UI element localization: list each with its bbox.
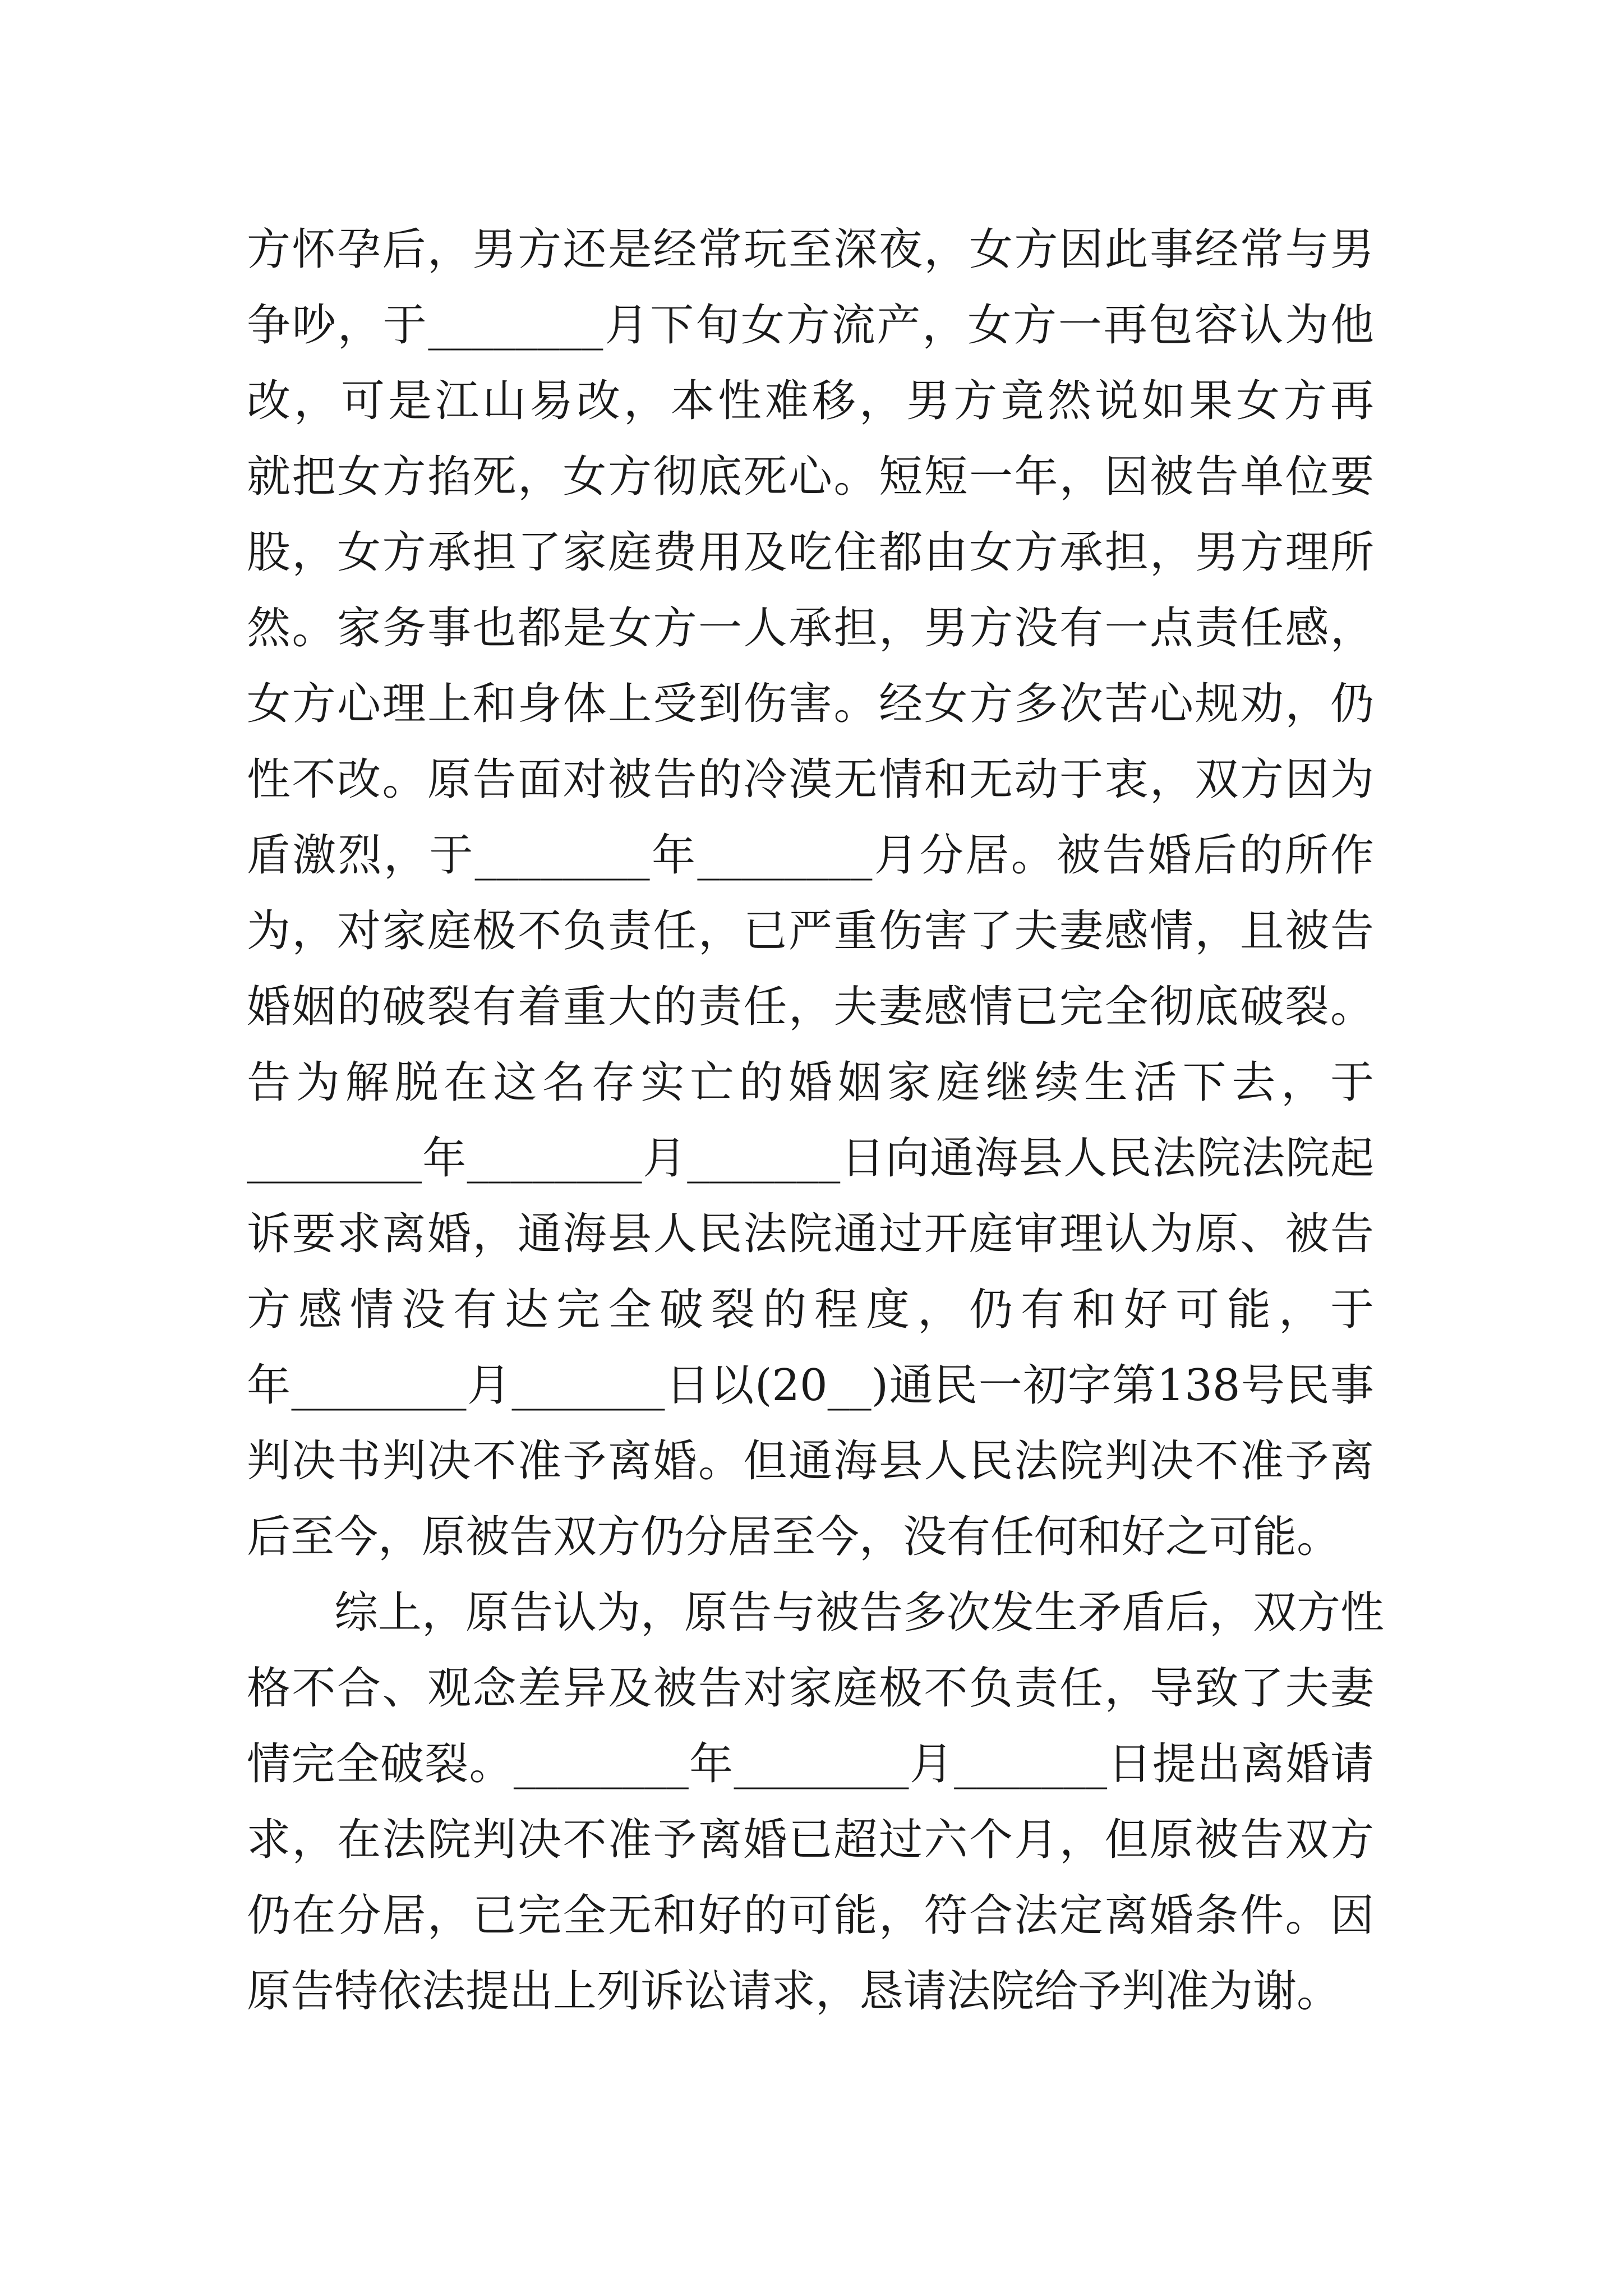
text-line: 告为解脱在这名存实亡的婚姻家庭继续生活下去，于 bbox=[247, 1057, 1374, 1108]
text-line: 诉要求离婚，通海县人民法院通过开庭审理认为原、被告 bbox=[247, 1209, 1374, 1259]
text-line: 婚姻的破裂有着重大的责任，夫妻感情已完全彻底破裂。 bbox=[247, 982, 1374, 1032]
document-body bbox=[247, 212, 1385, 2030]
text-line: 股，女方承担了家庭费用及吃住都由女方承担，男方理所 bbox=[247, 527, 1374, 578]
text-line: 判决书判决不准予离婚。但通海县人民法院判决不准予离 bbox=[247, 1436, 1374, 1487]
text-line: 后至今，原被告双方仍分居至今，没有任何和好之可能。 bbox=[247, 1512, 1341, 1562]
paragraph-first-line: 综上，原告认为，原告与被告多次发生矛盾后，双方性 bbox=[334, 1588, 1385, 1638]
text-line: 方怀孕后，男方还是经常玩至深夜，女方因此事经常与男 bbox=[247, 224, 1374, 275]
text-line: ________年________月_______日向通海县人民法院法院起 bbox=[247, 1133, 1374, 1184]
text-line: 求，在法院判决不准予离婚已超过六个月，但原被告双方 bbox=[247, 1815, 1374, 1865]
text-line: 然。家务事也都是女方一人承担，男方没有一点责任感， bbox=[247, 603, 1374, 654]
text-line: 仍在分居，已完全无和好的可能，符合法定离婚条件。因 bbox=[247, 1890, 1374, 1941]
text-line: 盾激烈，于________年________月分居。被告婚后的所作 bbox=[247, 830, 1374, 881]
text-line: 为，对家庭极不负责任，已严重伤害了夫妻感情，且被告 bbox=[247, 906, 1374, 956]
text-line: 性不改。原告面对被告的冷漠无情和无动于衷，双方因为 bbox=[247, 754, 1374, 805]
text-line: 争吵，于________月下旬女方流产，女方一再包容认为他 bbox=[247, 300, 1374, 351]
text-line: 方感情没有达完全破裂的程度，仍有和好可能，于 bbox=[247, 1285, 1374, 1335]
text-line: 情完全破裂。________年________月_______日提出离婚请 bbox=[247, 1739, 1374, 1789]
text-line: 改，可是江山易改，本性难移，男方竟然说如果女方再 bbox=[247, 376, 1374, 426]
text-line: 格不合、观念差异及被告对家庭极不负责任，导致了夫妻 bbox=[247, 1663, 1374, 1714]
text-line: 女方心理上和身体上受到伤害。经女方多次苦心规劝，仍 bbox=[247, 679, 1374, 729]
text-line: 就把女方掐死，女方彻底死心。短短一年，因被告单位要 bbox=[247, 452, 1374, 502]
text-line: 原告特依法提出上列诉讼请求，恳请法院给予判准为谢。 bbox=[247, 1966, 1341, 2017]
text-line: 年________月_______日以(20__)通民一初字第138号民事 bbox=[247, 1360, 1374, 1411]
